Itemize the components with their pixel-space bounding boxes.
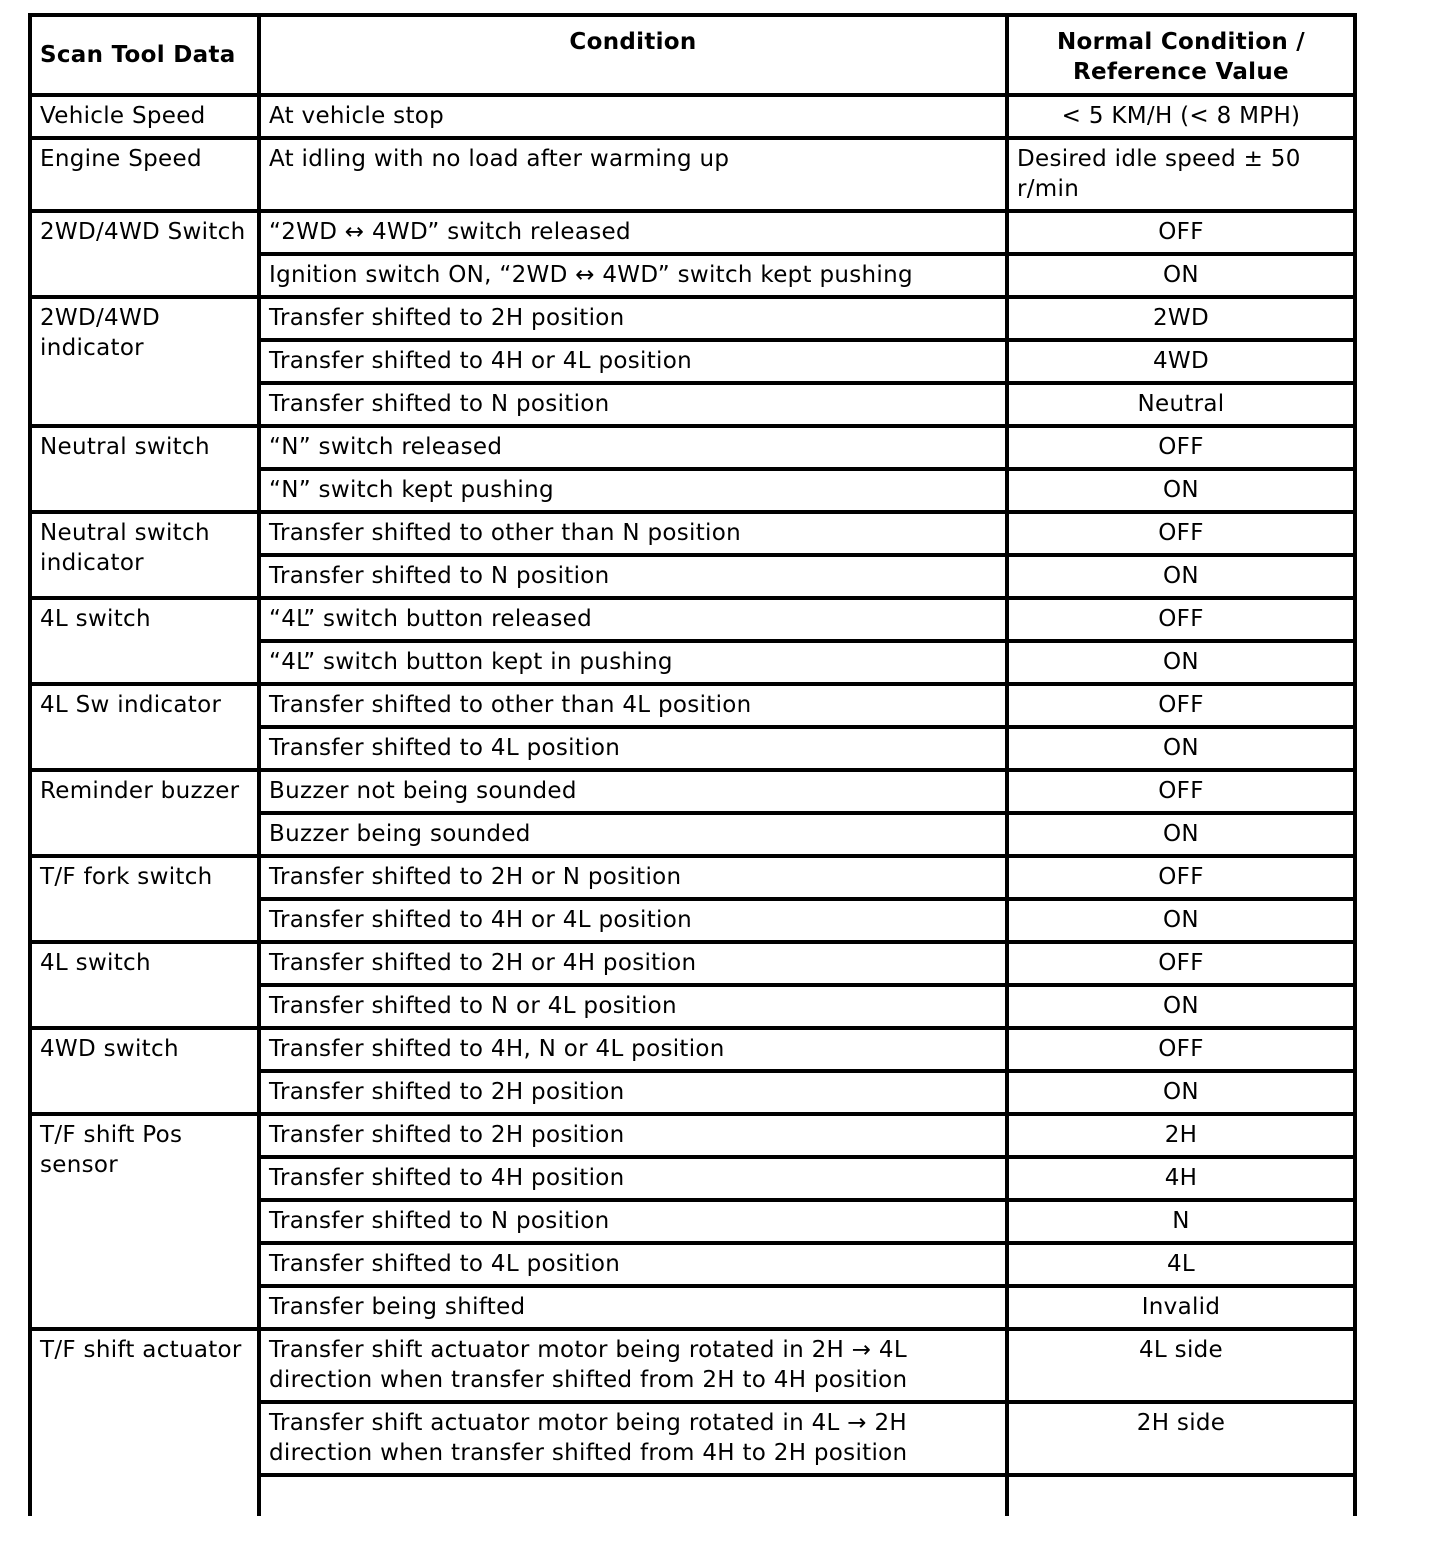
condition-cell: Transfer shifted to N or 4L position [259, 985, 1007, 1028]
condition-cell: “4L” switch button kept in pushing [259, 641, 1007, 684]
reference-value-cell: ON [1007, 469, 1355, 512]
condition-cell: Transfer being shifted [259, 1286, 1007, 1329]
scan-item-cell: Neutral switch [30, 426, 259, 512]
reference-value-cell: 2H side [1007, 1402, 1355, 1475]
reference-value-cell: OFF [1007, 942, 1355, 985]
table-row [30, 770, 1355, 813]
table-row [30, 512, 1355, 555]
table-body [30, 95, 1355, 1516]
reference-value-cell: ON [1007, 899, 1355, 942]
reference-value-cell: OFF [1007, 426, 1355, 469]
condition-cell: Transfer shifted to 2H position [259, 1071, 1007, 1114]
table-row [30, 1114, 1355, 1157]
header-condition: Condition [259, 15, 1007, 95]
reference-value-cell: 4WD [1007, 340, 1355, 383]
condition-cell: Transfer shifted to N position [259, 383, 1007, 426]
reference-value-cell: ON [1007, 985, 1355, 1028]
condition-cell: Transfer shifted to 4L position [259, 1243, 1007, 1286]
reference-value-cell: Neutral [1007, 383, 1355, 426]
reference-value-cell: 4L side [1007, 1329, 1355, 1402]
reference-value-cell: ON [1007, 1071, 1355, 1114]
table-row [30, 856, 1355, 899]
header-reference-value: Normal Condition / Reference Value [1007, 15, 1355, 95]
reference-value-cell: 2WD [1007, 297, 1355, 340]
condition-cell: Transfer shifted to other than 4L position [259, 684, 1007, 727]
table-row [30, 95, 1355, 138]
reference-value-cell: ON [1007, 555, 1355, 598]
reference-value-cell: OFF [1007, 1028, 1355, 1071]
table-row [30, 684, 1355, 727]
reference-value-cell: < 5 KM/H (< 8 MPH) [1007, 95, 1355, 138]
condition-cell: Buzzer being sounded [259, 813, 1007, 856]
scan-item-cell: Engine Speed [30, 138, 259, 211]
condition-cell: Transfer shifted to 4L position [259, 727, 1007, 770]
reference-value-cell: 4L [1007, 1243, 1355, 1286]
reference-value-cell: OFF [1007, 770, 1355, 813]
reference-value-cell: OFF [1007, 856, 1355, 899]
reference-value-cell: ON [1007, 727, 1355, 770]
condition-cell [259, 1475, 1007, 1516]
reference-value-cell: 2H [1007, 1114, 1355, 1157]
scan-item-cell: T/F fork switch [30, 856, 259, 942]
table-row [30, 942, 1355, 985]
scan-item-cell: Vehicle Speed [30, 95, 259, 138]
table-row [30, 1028, 1355, 1071]
condition-cell: Transfer shifted to 2H or N position [259, 856, 1007, 899]
condition-cell: Transfer shifted to 4H or 4L position [259, 340, 1007, 383]
reference-value-cell [1007, 1475, 1355, 1516]
scan-item-cell: 4L switch [30, 942, 259, 1028]
condition-cell: Ignition switch ON, “2WD ↔ 4WD” switch kept pushing [259, 254, 1007, 297]
condition-cell: “2WD ↔ 4WD” switch released [259, 211, 1007, 254]
condition-cell: Transfer shifted to 4H position [259, 1157, 1007, 1200]
reference-value-cell: ON [1007, 641, 1355, 684]
scan-tool-data-table [28, 13, 1357, 1516]
scan-item-cell: 2WD/4WD Switch [30, 211, 259, 297]
condition-cell: Transfer shift actuator motor being rotated in 2H → 4L direction when transfer shifted from 2H to 4H position [259, 1329, 1007, 1402]
table-row [30, 297, 1355, 340]
scan-item-cell: Neutral switch indicator [30, 512, 259, 598]
reference-value-cell: 4H [1007, 1157, 1355, 1200]
scan-item-cell: 4L switch [30, 598, 259, 684]
condition-cell: Transfer shift actuator motor being rotated in 4L → 2H direction when transfer shifted from 4H to 2H position [259, 1402, 1007, 1475]
condition-cell: Transfer shifted to 4H, N or 4L position [259, 1028, 1007, 1071]
scan-item-cell: 4L Sw indicator [30, 684, 259, 770]
reference-value-cell: Invalid [1007, 1286, 1355, 1329]
reference-value-cell: Desired idle speed ± 50 r/min [1007, 138, 1355, 211]
reference-value-cell: OFF [1007, 684, 1355, 727]
scan-item-cell: 4WD switch [30, 1028, 259, 1114]
table-row [30, 1329, 1355, 1402]
condition-cell: “N” switch released [259, 426, 1007, 469]
table-row [30, 138, 1355, 211]
condition-cell: At idling with no load after warming up [259, 138, 1007, 211]
table-row [30, 426, 1355, 469]
condition-cell: Buzzer not being sounded [259, 770, 1007, 813]
scan-item-cell: T/F shift Pos sensor [30, 1114, 259, 1329]
table-row [30, 211, 1355, 254]
scan-tool-data-table-container [28, 13, 1353, 1516]
reference-value-cell: N [1007, 1200, 1355, 1243]
table-header-row [30, 15, 1355, 95]
reference-value-cell: OFF [1007, 211, 1355, 254]
condition-cell: Transfer shifted to 2H or 4H position [259, 942, 1007, 985]
scan-item-cell: Reminder buzzer [30, 770, 259, 856]
condition-cell: Transfer shifted to 4H or 4L position [259, 899, 1007, 942]
condition-cell: Transfer shifted to N position [259, 555, 1007, 598]
condition-cell: “4L” switch button released [259, 598, 1007, 641]
scan-item-cell: T/F shift actuator [30, 1329, 259, 1516]
reference-value-cell: OFF [1007, 598, 1355, 641]
condition-cell: At vehicle stop [259, 95, 1007, 138]
table-row [30, 598, 1355, 641]
condition-cell: Transfer shifted to 2H position [259, 1114, 1007, 1157]
condition-cell: Transfer shifted to 2H position [259, 297, 1007, 340]
condition-cell: Transfer shifted to N position [259, 1200, 1007, 1243]
header-scan-tool-data: Scan Tool Data [30, 15, 259, 95]
scan-item-cell: 2WD/4WD indicator [30, 297, 259, 426]
reference-value-cell: ON [1007, 813, 1355, 856]
condition-cell: “N” switch kept pushing [259, 469, 1007, 512]
reference-value-cell: ON [1007, 254, 1355, 297]
condition-cell: Transfer shifted to other than N position [259, 512, 1007, 555]
reference-value-cell: OFF [1007, 512, 1355, 555]
